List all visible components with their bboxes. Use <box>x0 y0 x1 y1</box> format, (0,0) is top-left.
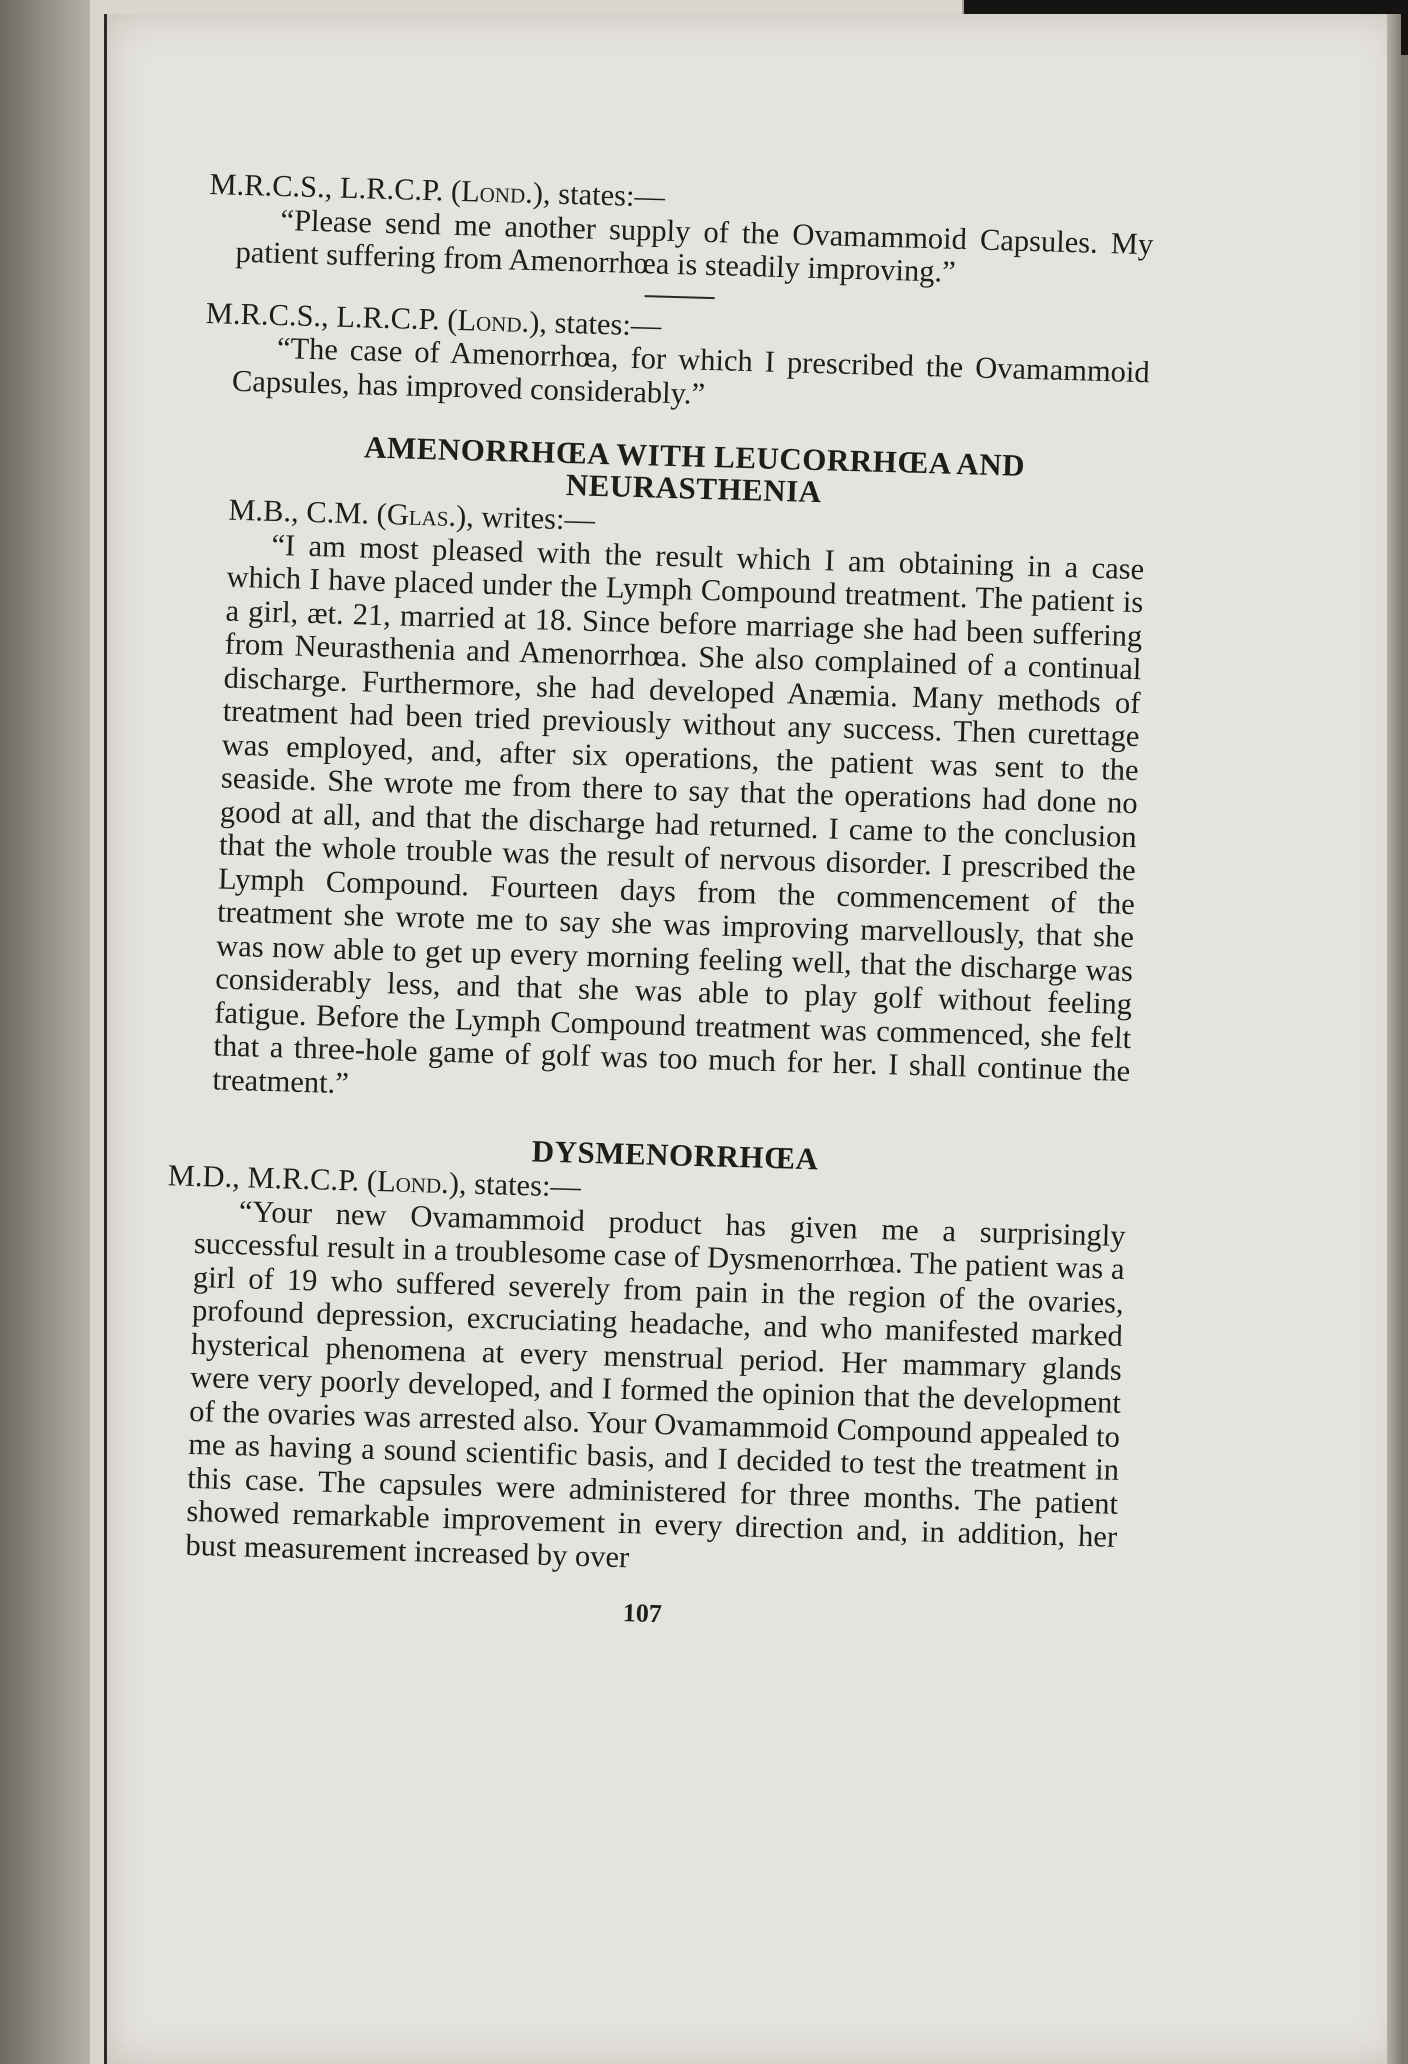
binding-shadow <box>0 0 90 2064</box>
section-heading-dysmenorrhoea: DYSMENORRHŒA <box>531 1133 819 1177</box>
attribution-degree: M.B., C.M. ( <box>227 492 388 532</box>
attribution-degree: M.R.C.S., L.R.C.P. ( <box>205 295 459 337</box>
attribution-degree: M.R.C.S., L.R.C.P. ( <box>209 167 462 209</box>
attribution-place: Lond. <box>457 302 530 339</box>
page-content <box>167 167 1155 1643</box>
separator-rule <box>644 295 714 299</box>
attribution-verb: ), states:— <box>532 176 666 214</box>
attribution-place: Lond. <box>376 1164 450 1201</box>
attribution-verb: ), states:— <box>528 304 662 343</box>
attribution-verb: ), writes:— <box>455 499 596 537</box>
attribution-degree: M.D., M.R.C.P. ( <box>167 1158 378 1199</box>
attribution-verb: ), states:— <box>448 1166 582 1204</box>
section-heading-amenorrhoea: AMENORRHŒA WITH LEUCORRHŒA AND NEURASTHENIA <box>363 429 1026 510</box>
page-number: 107 <box>622 1598 663 1629</box>
attribution-place: Glas. <box>386 497 457 534</box>
attribution-place: Lond. <box>460 174 534 211</box>
page-edge <box>1387 14 1401 2064</box>
section-1-quote: “I am most pleased with the result which I am obtaining in a case which I have placed under the Lymph Compound treatment. The patient is a girl, æt. 21, married at 18. Since before marriage she had been suffering from Neurasthenia and Amenorrhœa. She also complained of a continual discharge. Furthermore, she had developed Anæmia. Many methods of treatment had been tried previously without any success. Then curettage was employed, and, after six operations, the patient was sent to the seaside. She wrote me from there to say that the operations had done no good at all, and that the discharge had returned. I came to the conclusion that the whole trouble was the result of nervous disorder. I prescribed the Lymph Compound. Fourteen days from the commencement of the treatment she wrote me to say she was improving marvellously, that she was now able to get up every morning feeling well, that the discharge was considerably less, and that she was able to play golf without feeling fatigue. Before the Lymph Compound treatment was commenced, she felt that a three-hole game of golf was too much for her. I shall continue the treatment.” <box>212 527 1145 1100</box>
testimonial-1-quote: “Please send me another supply of the Ovamammoid Capsules. My patient suffering from Amenorrhœa is steadily improving.” <box>235 202 1154 289</box>
testimonial-2-quote: “The case of Amenorrhœa, for which I prescribed the Ovamammoid Capsules, has improved considerably.” <box>231 330 1151 411</box>
section-2-quote: “Your new Ovamammoid product has given me a surprisingly successful result in a troublesome case of Dysmenorrhœa. The patient was a girl of 19 who suffered severely from pain in the region of the ovaries, profound depression, excruciating headache, and who manifested marked hysterical phenomena at every menstrual period. Her mammary glands were very poorly developed, and I formed the opinion that the development of the ovaries was arrested also. Your Ovamammoid Compound appealed to me as having a sound scientific basis, and I decided to test the treatment in this case. The capsules were administered for three months. The patient showed remarkable improvement in every direction and, in addition, her bust measurement increased by over <box>185 1193 1127 1574</box>
